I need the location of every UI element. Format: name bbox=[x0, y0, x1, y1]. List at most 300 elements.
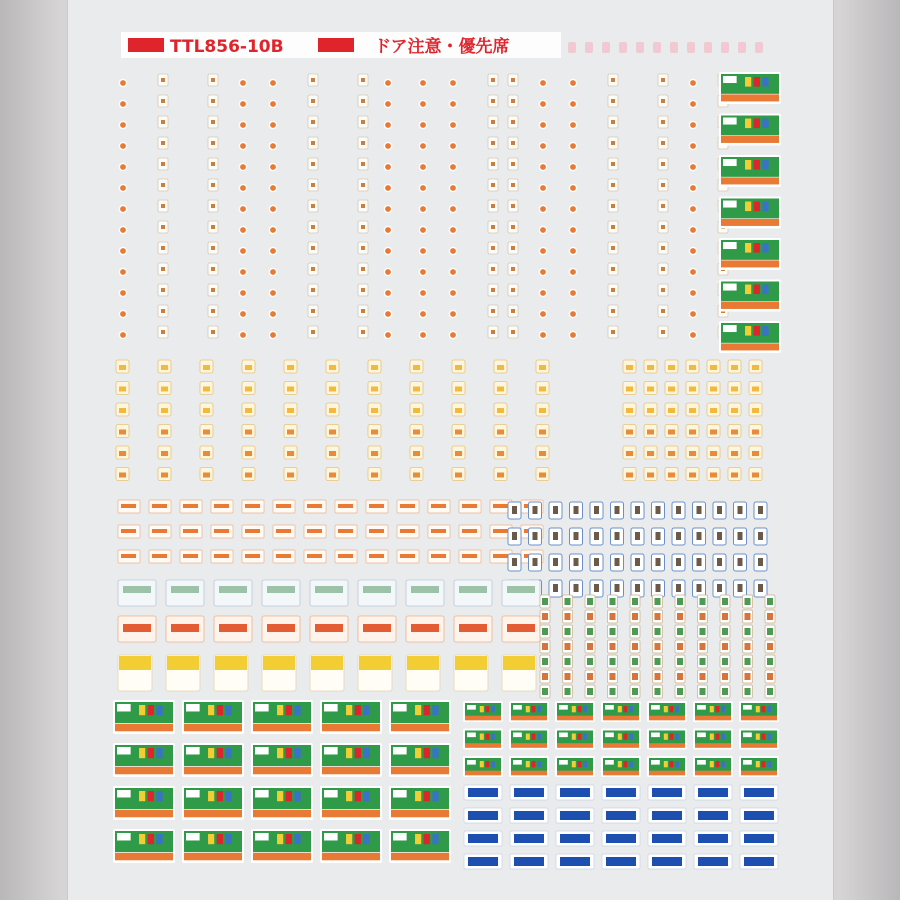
priority-red-figure bbox=[355, 705, 361, 715]
priority-text-block bbox=[117, 747, 131, 754]
door-panel-band bbox=[411, 624, 439, 632]
priority-blue-figure bbox=[762, 243, 768, 253]
caution-label-stripe bbox=[183, 529, 198, 533]
door-dot-decal bbox=[569, 205, 576, 212]
door-caution-mark bbox=[455, 473, 462, 478]
caution-label-stripe bbox=[493, 554, 508, 558]
priority-orange-band bbox=[511, 716, 547, 721]
priority-blue-figure bbox=[294, 791, 300, 801]
priority-blue-figure bbox=[767, 761, 771, 767]
door-caution-mark bbox=[329, 387, 336, 392]
mini-label-mark bbox=[211, 204, 215, 208]
pink-mark bbox=[755, 42, 763, 53]
priority-red-figure bbox=[355, 791, 361, 801]
priority-seat-icon bbox=[509, 729, 549, 750]
priority-seat-icon bbox=[739, 701, 779, 722]
mini-label-mark bbox=[361, 141, 365, 145]
door-dot-decal bbox=[384, 331, 391, 338]
door-dot-decal bbox=[384, 310, 391, 317]
priority-blue-figure bbox=[762, 119, 768, 129]
door-dot-decal bbox=[419, 121, 426, 128]
priority-red-figure bbox=[531, 706, 535, 712]
door-caution-mark bbox=[287, 451, 294, 456]
priority-seat-icon bbox=[555, 701, 595, 722]
sticker-figure bbox=[717, 584, 722, 592]
priority-orange-band bbox=[741, 771, 777, 776]
priority-seat-icon bbox=[251, 743, 313, 777]
door-dot-decal bbox=[119, 142, 126, 149]
priority-yellow-figure bbox=[346, 705, 352, 715]
seat-sticker-mark bbox=[632, 658, 638, 665]
priority-orange-band bbox=[603, 716, 639, 721]
caution-label-stripe bbox=[152, 529, 167, 533]
mini-label-mark bbox=[311, 288, 315, 292]
mini-label-mark bbox=[361, 288, 365, 292]
priority-blue-figure bbox=[225, 791, 231, 801]
door-dot-decal bbox=[269, 184, 276, 191]
door-caution-mark bbox=[689, 365, 696, 370]
door-caution-mark bbox=[731, 430, 738, 435]
mini-label-mark bbox=[161, 246, 165, 250]
mini-label-mark bbox=[161, 183, 165, 187]
priority-blue-figure bbox=[363, 748, 369, 758]
priority-red-figure bbox=[424, 748, 430, 758]
door-caution-mark bbox=[668, 387, 675, 392]
caution-label-stripe bbox=[462, 504, 477, 508]
priority-red-figure bbox=[531, 761, 535, 767]
door-caution-mark bbox=[647, 365, 654, 370]
sticker-figure bbox=[758, 532, 763, 540]
door-caution-mark bbox=[413, 387, 420, 392]
priority-yellow-figure bbox=[710, 734, 714, 740]
seat-sticker-mark bbox=[632, 598, 638, 605]
priority-red-figure bbox=[761, 706, 765, 712]
door-dot-decal bbox=[269, 331, 276, 338]
door-dot-decal bbox=[119, 289, 126, 296]
priority-blue-figure bbox=[432, 705, 438, 715]
door-dot-decal bbox=[569, 331, 576, 338]
caution-label-stripe bbox=[400, 554, 415, 558]
door-panel-band bbox=[123, 624, 151, 632]
mini-label-mark bbox=[611, 141, 615, 145]
mini-label-mark bbox=[161, 120, 165, 124]
mini-label-mark bbox=[361, 246, 365, 250]
door-caution-mark bbox=[413, 408, 420, 413]
seat-sticker-mark bbox=[565, 688, 571, 695]
door-caution-mark bbox=[119, 451, 126, 456]
priority-blue-figure bbox=[721, 734, 725, 740]
priority-yellow-figure bbox=[415, 834, 421, 844]
door-caution-mark bbox=[752, 408, 759, 413]
door-caution-mark bbox=[668, 430, 675, 435]
door-dot-decal bbox=[569, 79, 576, 86]
door-dot-decal bbox=[419, 226, 426, 233]
priority-orange-band bbox=[184, 853, 242, 860]
priority-red-figure bbox=[217, 705, 223, 715]
seat-sticker-mark bbox=[632, 688, 638, 695]
seat-sticker-mark bbox=[722, 688, 728, 695]
priority-text-block bbox=[255, 747, 269, 754]
door-dot-decal bbox=[689, 184, 696, 191]
door-dot-decal bbox=[119, 268, 126, 275]
door-caution-mark bbox=[752, 365, 759, 370]
caution-label-stripe bbox=[307, 529, 322, 533]
door-dot-decal bbox=[384, 289, 391, 296]
priority-blue-figure bbox=[294, 834, 300, 844]
sticker-figure bbox=[635, 506, 640, 514]
seat-sticker-mark bbox=[542, 613, 548, 620]
cold-car-band bbox=[560, 857, 590, 866]
yellow-warning-band bbox=[359, 656, 391, 670]
door-dot-decal bbox=[569, 289, 576, 296]
priority-orange-band bbox=[695, 743, 731, 748]
seat-sticker-mark bbox=[565, 658, 571, 665]
seat-sticker-mark bbox=[565, 643, 571, 650]
priority-orange-band bbox=[322, 724, 380, 731]
priority-blue-figure bbox=[156, 705, 162, 715]
mini-label-mark bbox=[161, 99, 165, 103]
door-caution-mark bbox=[455, 451, 462, 456]
yellow-warning-band bbox=[407, 656, 439, 670]
priority-yellow-figure bbox=[277, 748, 283, 758]
priority-text-block bbox=[605, 705, 614, 710]
cold-car-band bbox=[606, 834, 636, 843]
caution-label-stripe bbox=[214, 554, 229, 558]
sticker-figure bbox=[635, 558, 640, 566]
priority-yellow-figure bbox=[415, 705, 421, 715]
door-dot-decal bbox=[569, 100, 576, 107]
seat-sticker-mark bbox=[542, 598, 548, 605]
priority-orange-band bbox=[253, 724, 311, 731]
priority-seat-icon bbox=[113, 829, 175, 863]
priority-seat-icon bbox=[509, 701, 549, 722]
priority-blue-figure bbox=[675, 734, 679, 740]
cold-car-band bbox=[560, 788, 590, 797]
door-caution-mark bbox=[497, 430, 504, 435]
caution-label-stripe bbox=[400, 504, 415, 508]
mini-label-mark bbox=[311, 162, 315, 166]
mini-label-mark bbox=[491, 204, 495, 208]
sticker-figure bbox=[574, 532, 579, 540]
mini-label-mark bbox=[491, 225, 495, 229]
door-dot-decal bbox=[449, 268, 456, 275]
priority-orange-band bbox=[721, 136, 779, 143]
seat-sticker-mark bbox=[677, 688, 683, 695]
door-dot-decal bbox=[119, 247, 126, 254]
sticker-figure bbox=[533, 506, 538, 514]
sticker-figure bbox=[553, 558, 558, 566]
priority-seat-icon bbox=[251, 786, 313, 820]
caution-label-stripe bbox=[431, 504, 446, 508]
sticker-figure bbox=[615, 584, 620, 592]
door-dot-decal bbox=[269, 205, 276, 212]
door-dot-decal bbox=[539, 289, 546, 296]
door-dot-decal bbox=[569, 247, 576, 254]
seat-sticker-mark bbox=[655, 598, 661, 605]
mini-label-mark bbox=[611, 330, 615, 334]
priority-text-block bbox=[723, 325, 737, 332]
sticker-figure bbox=[717, 558, 722, 566]
caution-label-stripe bbox=[493, 529, 508, 533]
mini-label-mark bbox=[491, 267, 495, 271]
door-dot-decal bbox=[689, 247, 696, 254]
priority-orange-band bbox=[115, 810, 173, 817]
sticker-figure bbox=[615, 558, 620, 566]
mini-label-mark bbox=[361, 183, 365, 187]
door-caution-mark bbox=[245, 430, 252, 435]
mini-label-mark bbox=[491, 78, 495, 82]
door-dot-decal bbox=[689, 331, 696, 338]
seat-sticker-mark bbox=[655, 628, 661, 635]
priority-text-block bbox=[697, 760, 706, 765]
mini-label-mark bbox=[661, 225, 665, 229]
priority-blue-figure bbox=[363, 834, 369, 844]
mini-label-mark bbox=[611, 309, 615, 313]
priority-seat-icon bbox=[182, 829, 244, 863]
priority-yellow-figure bbox=[277, 705, 283, 715]
mini-label-mark bbox=[211, 309, 215, 313]
door-dot-decal bbox=[689, 289, 696, 296]
door-dot-decal bbox=[419, 142, 426, 149]
priority-yellow-figure bbox=[480, 734, 484, 740]
priority-text-block bbox=[559, 733, 568, 738]
door-dot-decal bbox=[539, 121, 546, 128]
door-dot-decal bbox=[689, 79, 696, 86]
door-dot-decal bbox=[384, 121, 391, 128]
door-caution-mark bbox=[329, 451, 336, 456]
door-dot-decal bbox=[239, 163, 246, 170]
door-dot-decal bbox=[384, 226, 391, 233]
mini-label-mark bbox=[161, 330, 165, 334]
cold-car-band bbox=[744, 834, 774, 843]
door-dot-decal bbox=[449, 289, 456, 296]
priority-yellow-figure bbox=[208, 748, 214, 758]
mini-label-mark bbox=[491, 141, 495, 145]
priority-orange-band bbox=[603, 743, 639, 748]
door-dot-decal bbox=[119, 121, 126, 128]
door-caution-mark bbox=[497, 473, 504, 478]
door-caution-mark bbox=[710, 473, 717, 478]
mini-label-mark bbox=[211, 162, 215, 166]
priority-blue-figure bbox=[294, 705, 300, 715]
caution-label-stripe bbox=[183, 504, 198, 508]
seat-sticker-mark bbox=[767, 628, 773, 635]
door-caution-mark bbox=[371, 365, 378, 370]
sticker-figure bbox=[533, 558, 538, 566]
priority-text-block bbox=[697, 705, 706, 710]
door-dot-decal bbox=[239, 205, 246, 212]
door-dot-decal bbox=[689, 163, 696, 170]
pink-mark bbox=[653, 42, 661, 53]
caution-label-stripe bbox=[214, 529, 229, 533]
door-dot-decal bbox=[419, 163, 426, 170]
caution-label-stripe bbox=[338, 529, 353, 533]
seat-sticker-mark bbox=[655, 658, 661, 665]
door-dot-decal bbox=[119, 226, 126, 233]
caution-label-stripe bbox=[245, 504, 260, 508]
priority-red-figure bbox=[754, 160, 760, 170]
priority-blue-figure bbox=[432, 791, 438, 801]
priority-yellow-figure bbox=[664, 761, 668, 767]
sticker-figure bbox=[656, 558, 661, 566]
door-dot-decal bbox=[119, 100, 126, 107]
door-dot-decal bbox=[269, 163, 276, 170]
door-caution-mark bbox=[371, 451, 378, 456]
priority-red-figure bbox=[424, 705, 430, 715]
priority-orange-band bbox=[465, 743, 501, 748]
door-caution-mark bbox=[287, 387, 294, 392]
priority-red-figure bbox=[485, 734, 489, 740]
door-dot-decal bbox=[119, 184, 126, 191]
priority-yellow-figure bbox=[415, 791, 421, 801]
priority-text-block bbox=[723, 284, 737, 291]
pink-mark bbox=[687, 42, 695, 53]
door-caution-mark bbox=[710, 387, 717, 392]
priority-seat-icon bbox=[693, 729, 733, 750]
mini-label-mark bbox=[661, 141, 665, 145]
seat-sticker-mark bbox=[565, 628, 571, 635]
seat-sticker-mark bbox=[610, 598, 616, 605]
door-caution-mark bbox=[455, 430, 462, 435]
seat-sticker-mark bbox=[655, 643, 661, 650]
seat-sticker-mark bbox=[700, 628, 706, 635]
mini-label-mark bbox=[491, 162, 495, 166]
priority-yellow-figure bbox=[618, 706, 622, 712]
priority-blue-figure bbox=[767, 734, 771, 740]
mini-label-mark bbox=[511, 225, 515, 229]
caution-label-stripe bbox=[152, 554, 167, 558]
priority-text-block bbox=[723, 76, 737, 83]
door-caution-mark bbox=[287, 365, 294, 370]
mini-label-mark bbox=[661, 183, 665, 187]
caution-label-stripe bbox=[276, 504, 291, 508]
mini-label-mark bbox=[611, 288, 615, 292]
door-dot-decal bbox=[689, 121, 696, 128]
priority-yellow-figure bbox=[139, 705, 145, 715]
seat-sticker-mark bbox=[745, 658, 751, 665]
priority-blue-figure bbox=[537, 761, 541, 767]
caution-label-stripe bbox=[307, 554, 322, 558]
priority-orange-band bbox=[391, 853, 449, 860]
priority-yellow-figure bbox=[139, 791, 145, 801]
door-dot-decal bbox=[569, 163, 576, 170]
priority-red-figure bbox=[485, 706, 489, 712]
door-caution-mark bbox=[647, 451, 654, 456]
door-panel-band bbox=[363, 586, 391, 593]
door-dot-decal bbox=[449, 226, 456, 233]
door-caution-mark bbox=[371, 430, 378, 435]
seat-sticker-mark bbox=[700, 598, 706, 605]
door-dot-decal bbox=[419, 310, 426, 317]
seat-sticker-mark bbox=[542, 688, 548, 695]
sticker-figure bbox=[594, 506, 599, 514]
priority-yellow-figure bbox=[277, 834, 283, 844]
mini-label-mark bbox=[511, 204, 515, 208]
priority-orange-band bbox=[322, 853, 380, 860]
priority-seat-icon bbox=[320, 829, 382, 863]
mini-label-mark bbox=[511, 288, 515, 292]
priority-red-figure bbox=[286, 705, 292, 715]
priority-red-figure bbox=[531, 734, 535, 740]
priority-yellow-figure bbox=[572, 706, 576, 712]
priority-red-figure bbox=[669, 706, 673, 712]
door-caution-mark bbox=[161, 473, 168, 478]
priority-orange-band bbox=[557, 716, 593, 721]
caution-label-stripe bbox=[493, 504, 508, 508]
door-dot-decal bbox=[269, 100, 276, 107]
door-caution-mark bbox=[119, 365, 126, 370]
cold-car-band bbox=[468, 857, 498, 866]
door-dot-decal bbox=[119, 79, 126, 86]
door-dot-decal bbox=[239, 226, 246, 233]
mini-label-mark bbox=[311, 204, 315, 208]
door-caution-mark bbox=[647, 473, 654, 478]
door-caution-mark bbox=[626, 430, 633, 435]
caution-label-stripe bbox=[307, 504, 322, 508]
mini-label-mark bbox=[611, 120, 615, 124]
priority-text-block bbox=[605, 760, 614, 765]
sticker-figure bbox=[717, 532, 722, 540]
door-caution-mark bbox=[539, 473, 546, 478]
seat-sticker-mark bbox=[700, 658, 706, 665]
sticker-figure bbox=[574, 558, 579, 566]
priority-orange-band bbox=[721, 177, 779, 184]
priority-seat-icon bbox=[463, 756, 503, 777]
priority-seat-icon bbox=[113, 743, 175, 777]
priority-orange-band bbox=[557, 743, 593, 748]
door-dot-decal bbox=[269, 310, 276, 317]
cold-car-band bbox=[698, 811, 728, 820]
priority-seat-icon bbox=[693, 756, 733, 777]
door-dot-decal bbox=[269, 247, 276, 254]
pink-mark bbox=[619, 42, 627, 53]
priority-seat-icon bbox=[601, 701, 641, 722]
door-panel-band bbox=[267, 586, 295, 593]
sticker-figure bbox=[738, 532, 743, 540]
door-caution-mark bbox=[245, 451, 252, 456]
priority-yellow-figure bbox=[139, 748, 145, 758]
yellow-warning-band bbox=[167, 656, 199, 670]
door-panel-band bbox=[123, 586, 151, 593]
mini-label-mark bbox=[211, 183, 215, 187]
cold-car-band bbox=[652, 788, 682, 797]
door-dot-decal bbox=[539, 205, 546, 212]
priority-text-block bbox=[723, 242, 737, 249]
mini-label-mark bbox=[311, 120, 315, 124]
door-dot-decal bbox=[689, 268, 696, 275]
mini-label-mark bbox=[491, 99, 495, 103]
seat-sticker-mark bbox=[722, 628, 728, 635]
door-panel-band bbox=[219, 624, 247, 632]
sticker-figure bbox=[697, 506, 702, 514]
door-caution-mark bbox=[245, 387, 252, 392]
seat-sticker-mark bbox=[632, 673, 638, 680]
priority-orange-band bbox=[391, 767, 449, 774]
door-caution-mark bbox=[626, 451, 633, 456]
door-caution-mark bbox=[413, 365, 420, 370]
priority-blue-figure bbox=[762, 77, 768, 87]
priority-seat-icon bbox=[251, 700, 313, 734]
priority-blue-figure bbox=[225, 748, 231, 758]
priority-text-block bbox=[117, 704, 131, 711]
cold-car-band bbox=[652, 834, 682, 843]
door-caution-mark bbox=[668, 365, 675, 370]
sticker-figure bbox=[758, 584, 763, 592]
door-dot-decal bbox=[239, 100, 246, 107]
priority-red-figure bbox=[623, 734, 627, 740]
mini-label-mark bbox=[611, 246, 615, 250]
seat-sticker-mark bbox=[700, 613, 706, 620]
